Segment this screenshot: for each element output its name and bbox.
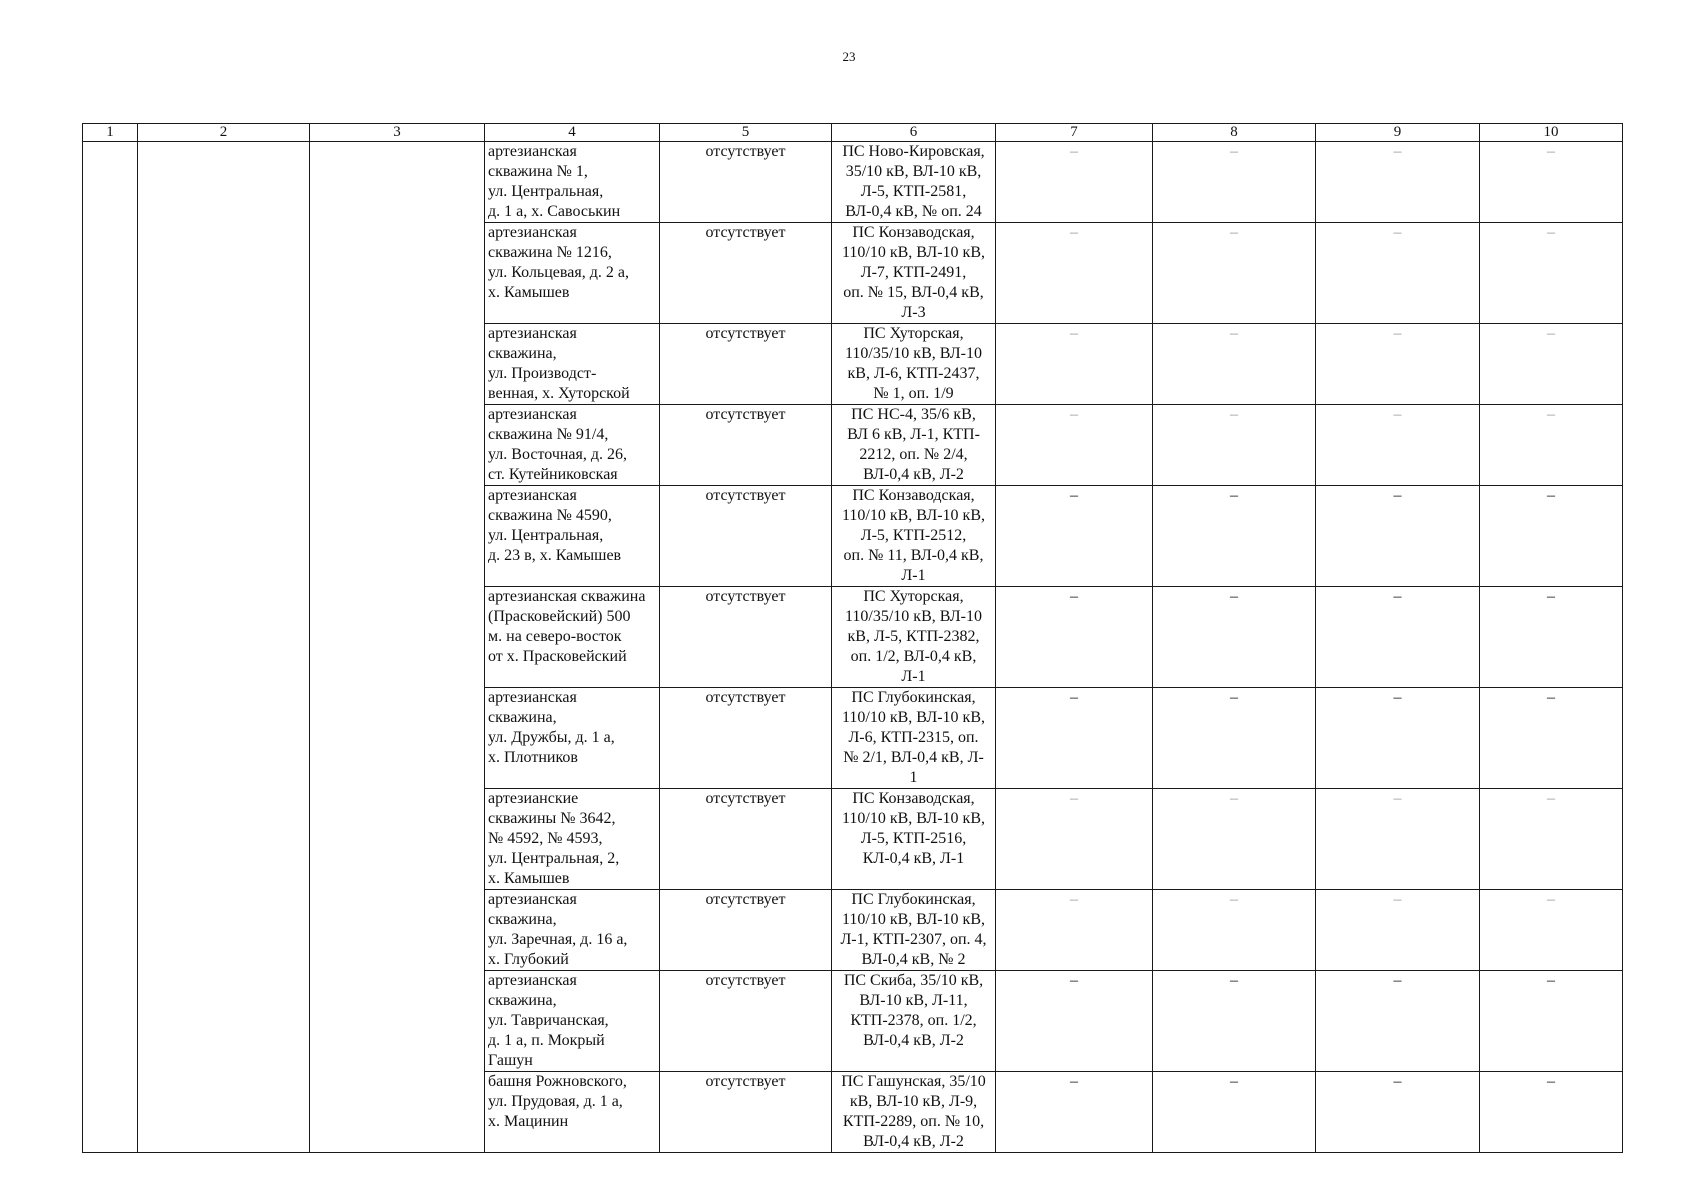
dash-cell-col-8: – — [1153, 890, 1316, 971]
power-supply-cell — [832, 1072, 996, 1153]
object-cell-line: артезианская — [488, 972, 577, 989]
object-cell-line: ул. Центральная, 2, — [488, 850, 620, 867]
object-cell-line: башня Рожновского, — [488, 1073, 627, 1090]
power-supply-cell — [832, 971, 996, 1072]
column-number: 2 — [138, 124, 310, 142]
power-supply-cell-line: № 2/1, ВЛ-0,4 кВ, Л- — [843, 749, 984, 766]
dash-cell-col-8: – — [1153, 971, 1316, 1072]
dash-cell-col-7: – — [996, 324, 1153, 405]
object-cell-line: х. Камышев — [488, 870, 570, 887]
object-cell-line: скважина № 4590, — [488, 507, 612, 524]
object-cell-line: м. на северо-восток — [488, 628, 622, 645]
power-supply-cell-line: Л-7, КТП-2491, — [860, 264, 967, 281]
power-supply-cell-line: 35/10 кВ, ВЛ-10 кВ, — [845, 163, 982, 180]
status-cell: отсутствует — [660, 486, 832, 587]
dash-cell-col-7: – — [996, 587, 1153, 688]
table-row — [83, 142, 1623, 223]
empty-cell-col-3 — [310, 142, 485, 1153]
power-supply-cell-line: ВЛ-0,4 кВ, Л-2 — [863, 1133, 964, 1150]
object-cell-line: артезианская — [488, 143, 577, 160]
power-supply-cell-line: ПС Хуторская, — [863, 325, 964, 342]
power-supply-cell — [832, 486, 996, 587]
dash-cell-col-7: – — [996, 223, 1153, 324]
object-cell-line: ул. Тавричанская, — [488, 1012, 609, 1029]
object-cell-line: скважина, — [488, 345, 557, 362]
dash-cell-col-9: – — [1316, 324, 1480, 405]
dash-cell-col-10: – — [1480, 688, 1623, 789]
status-cell: отсутствует — [660, 1072, 832, 1153]
power-supply-cell — [832, 789, 996, 890]
object-cell-line: скважина № 1216, — [488, 244, 612, 261]
power-supply-cell-line: 110/10 кВ, ВЛ-10 кВ, — [842, 709, 985, 726]
object-cell — [485, 587, 660, 688]
power-supply-cell-line: ПС Конзаводская, — [852, 224, 975, 241]
object-cell-line: ул. Восточная, д. 26, — [488, 446, 628, 463]
object-cell-line: д. 23 в, х. Камышев — [488, 547, 622, 564]
power-supply-cell-line: оп. 1/2, ВЛ-0,4 кВ, — [850, 648, 977, 665]
object-cell-line: (Прасковейский) 500 — [488, 608, 631, 625]
power-supply-cell-line: оп. № 11, ВЛ-0,4 кВ, — [843, 547, 984, 564]
dash-cell-col-9: – — [1316, 587, 1480, 688]
column-number: 10 — [1480, 124, 1623, 142]
dash-cell-col-9: – — [1316, 223, 1480, 324]
object-cell-line: ул. Заречная, д. 16 а, — [488, 931, 628, 948]
facilities-table — [82, 123, 1623, 1153]
dash-cell-col-7: – — [996, 486, 1153, 587]
dash-cell-col-8: – — [1153, 587, 1316, 688]
object-cell-line: артезианская — [488, 689, 577, 706]
dash-cell-col-9: – — [1316, 142, 1480, 223]
power-supply-cell — [832, 142, 996, 223]
empty-cell-col-1 — [83, 142, 138, 1153]
column-number: 6 — [832, 124, 996, 142]
column-number: 1 — [83, 124, 138, 142]
object-cell-line: скважина № 91/4, — [488, 426, 609, 443]
object-cell — [485, 486, 660, 587]
power-supply-cell-line: 110/35/10 кВ, ВЛ-10 — [845, 345, 982, 362]
object-cell-line: х. Глубокий — [488, 951, 569, 968]
object-cell-line: от х. Прасковейский — [488, 648, 627, 665]
object-cell — [485, 405, 660, 486]
object-cell — [485, 789, 660, 890]
dash-cell-col-8: – — [1153, 486, 1316, 587]
object-cell-line: скважина, — [488, 992, 557, 1009]
power-supply-cell-line: 110/35/10 кВ, ВЛ-10 — [845, 608, 982, 625]
object-cell-line: ул. Производст- — [488, 365, 597, 382]
power-supply-cell-line: ПС Глубокинская, — [851, 891, 976, 908]
object-cell — [485, 688, 660, 789]
object-cell-line: ул. Центральная, — [488, 183, 604, 200]
column-number: 4 — [485, 124, 660, 142]
power-supply-cell — [832, 688, 996, 789]
object-cell-line: ст. Кутейниковская — [488, 466, 618, 483]
power-supply-cell-line: 110/10 кВ, ВЛ-10 кВ, — [842, 810, 985, 827]
dash-cell-col-10: – — [1480, 324, 1623, 405]
power-supply-cell-line: 1 — [909, 769, 918, 786]
object-cell-line: х. Мацинин — [488, 1113, 569, 1130]
dash-cell-col-7: – — [996, 405, 1153, 486]
object-cell — [485, 890, 660, 971]
object-cell-line: артезианская — [488, 891, 577, 908]
power-supply-cell-line: ПС Скиба, 35/10 кВ, — [843, 972, 984, 989]
power-supply-cell-line: 110/10 кВ, ВЛ-10 кВ, — [842, 507, 985, 524]
power-supply-cell-line: ВЛ-0,4 кВ, № оп. 24 — [845, 203, 982, 220]
power-supply-cell-line: КТП-2378, оп. 1/2, — [850, 1012, 977, 1029]
column-number: 7 — [996, 124, 1153, 142]
dash-cell-col-8: – — [1153, 789, 1316, 890]
dash-cell-col-10: – — [1480, 405, 1623, 486]
object-cell-line: артезианская — [488, 487, 577, 504]
status-cell: отсутствует — [660, 405, 832, 486]
power-supply-cell-line: 110/10 кВ, ВЛ-10 кВ, — [842, 244, 985, 261]
power-supply-cell-line: Л-1 — [901, 668, 926, 685]
dash-cell-col-9: – — [1316, 971, 1480, 1072]
power-supply-cell-line: ПС Ново-Кировская, — [842, 143, 985, 160]
dash-cell-col-10: – — [1480, 789, 1623, 890]
object-cell-line: х. Плотников — [488, 749, 578, 766]
power-supply-cell-line: кВ, Л-6, КТП-2437, — [847, 365, 980, 382]
dash-cell-col-8: – — [1153, 223, 1316, 324]
dash-cell-col-7: – — [996, 142, 1153, 223]
power-supply-cell-line: КТП-2289, оп. № 10, — [842, 1113, 985, 1130]
dash-cell-col-7: – — [996, 1072, 1153, 1153]
empty-cell-col-2 — [138, 142, 310, 1153]
dash-cell-col-7: – — [996, 789, 1153, 890]
dash-cell-col-7: – — [996, 890, 1153, 971]
object-cell-line: д. 1 а, п. Мокрый — [488, 1032, 605, 1049]
power-supply-cell — [832, 405, 996, 486]
power-supply-cell-line: 110/10 кВ, ВЛ-10 кВ, — [842, 911, 985, 928]
object-cell — [485, 142, 660, 223]
dash-cell-col-10: – — [1480, 1072, 1623, 1153]
power-supply-cell-line: Л-1, КТП-2307, оп. 4, — [840, 931, 987, 948]
object-cell-line: ул. Кольцевая, д. 2 а, — [488, 264, 629, 281]
dash-cell-col-8: – — [1153, 688, 1316, 789]
power-supply-cell-line: Л-5, КТП-2581, — [860, 183, 967, 200]
dash-cell-col-9: – — [1316, 405, 1480, 486]
power-supply-cell — [832, 890, 996, 971]
dash-cell-col-9: – — [1316, 890, 1480, 971]
status-cell: отсутствует — [660, 688, 832, 789]
power-supply-cell-line: ВЛ-0,4 кВ, Л-2 — [863, 466, 964, 483]
power-supply-cell-line: кВ, Л-5, КТП-2382, — [847, 628, 980, 645]
dash-cell-col-7: – — [996, 688, 1153, 789]
dash-cell-col-10: – — [1480, 142, 1623, 223]
status-cell: отсутствует — [660, 223, 832, 324]
dash-cell-col-8: – — [1153, 1072, 1316, 1153]
object-cell-line: венная, х. Хуторской — [488, 385, 630, 402]
power-supply-cell-line: ПС Конзаводская, — [852, 487, 975, 504]
column-number: 9 — [1316, 124, 1480, 142]
dash-cell-col-10: – — [1480, 971, 1623, 1072]
object-cell-line: Гашун — [488, 1052, 533, 1069]
power-supply-cell-line: Л-5, КТП-2516, — [860, 830, 967, 847]
object-cell — [485, 971, 660, 1072]
power-supply-cell — [832, 324, 996, 405]
power-supply-cell-line: № 1, оп. 1/9 — [873, 385, 954, 402]
object-cell-line: д. 1 а, х. Савоськин — [488, 203, 621, 220]
status-cell: отсутствует — [660, 789, 832, 890]
dash-cell-col-9: – — [1316, 789, 1480, 890]
object-cell-line: артезианская — [488, 224, 577, 241]
dash-cell-col-9: – — [1316, 1072, 1480, 1153]
object-cell-line: скважины № 3642, — [488, 810, 616, 827]
dash-cell-col-9: – — [1316, 486, 1480, 587]
power-supply-cell — [832, 223, 996, 324]
power-supply-cell-line: оп. № 15, ВЛ-0,4 кВ, — [843, 284, 984, 301]
power-supply-cell-line: ПС Хуторская, — [863, 588, 964, 605]
power-supply-cell-line: ВЛ-10 кВ, Л-11, — [859, 992, 968, 1009]
column-number: 5 — [660, 124, 832, 142]
dash-cell-col-10: – — [1480, 587, 1623, 688]
dash-cell-col-10: – — [1480, 890, 1623, 971]
power-supply-cell-line: ВЛ 6 кВ, Л-1, КТП- — [847, 426, 980, 443]
status-cell: отсутствует — [660, 890, 832, 971]
table-body — [83, 142, 1623, 1153]
object-cell-line: артезианская скважина — [488, 588, 646, 605]
dash-cell-col-7: – — [996, 971, 1153, 1072]
power-supply-cell-line: кВ, ВЛ-10 кВ, Л-9, — [849, 1093, 978, 1110]
dash-cell-col-10: – — [1480, 486, 1623, 587]
object-cell-line: артезианская — [488, 406, 577, 423]
header-row — [83, 124, 1623, 142]
power-supply-cell-line: КЛ-0,4 кВ, Л-1 — [862, 850, 965, 867]
power-supply-cell-line: ПС Конзаводская, — [852, 790, 975, 807]
power-supply-cell-line: Л-1 — [901, 567, 926, 584]
dash-cell-col-10: – — [1480, 223, 1623, 324]
object-cell — [485, 223, 660, 324]
power-supply-cell-line: ПС НС-4, 35/6 кВ, — [851, 406, 976, 423]
power-supply-cell-line: Л-3 — [901, 304, 926, 321]
dash-cell-col-9: – — [1316, 688, 1480, 789]
power-supply-cell-line: ВЛ-0,4 кВ, Л-2 — [863, 1032, 964, 1049]
power-supply-cell-line: Л-6, КТП-2315, оп. — [848, 729, 979, 746]
column-number: 8 — [1153, 124, 1316, 142]
object-cell-line: артезианская — [488, 325, 577, 342]
object-cell-line: ул. Дружбы, д. 1 а, — [488, 729, 615, 746]
object-cell-line: артезианские — [488, 790, 579, 807]
object-cell-line: ул. Центральная, — [488, 527, 604, 544]
object-cell-line: х. Камышев — [488, 284, 570, 301]
power-supply-cell-line: ПС Гашунская, 35/10 — [841, 1073, 986, 1090]
dash-cell-col-8: – — [1153, 142, 1316, 223]
power-supply-cell-line: Л-5, КТП-2512, — [860, 527, 967, 544]
object-cell — [485, 324, 660, 405]
dash-cell-col-8: – — [1153, 324, 1316, 405]
page-number: 23 — [842, 49, 856, 64]
status-cell: отсутствует — [660, 142, 832, 223]
dash-cell-col-8: – — [1153, 405, 1316, 486]
object-cell — [485, 1072, 660, 1153]
status-cell: отсутствует — [660, 971, 832, 1072]
power-supply-cell-line: 2212, оп. № 2/4, — [859, 446, 968, 463]
status-cell: отсутствует — [660, 587, 832, 688]
object-cell-line: № 4592, № 4593, — [488, 830, 603, 847]
object-cell-line: скважина № 1, — [488, 163, 588, 180]
power-supply-cell-line: ВЛ-0,4 кВ, № 2 — [861, 951, 966, 968]
object-cell-line: скважина, — [488, 911, 557, 928]
column-number: 3 — [310, 124, 485, 142]
object-cell-line: скважина, — [488, 709, 557, 726]
power-supply-cell — [832, 587, 996, 688]
status-cell: отсутствует — [660, 324, 832, 405]
object-cell-line: ул. Прудовая, д. 1 а, — [488, 1093, 623, 1110]
power-supply-cell-line: ПС Глубокинская, — [851, 689, 976, 706]
